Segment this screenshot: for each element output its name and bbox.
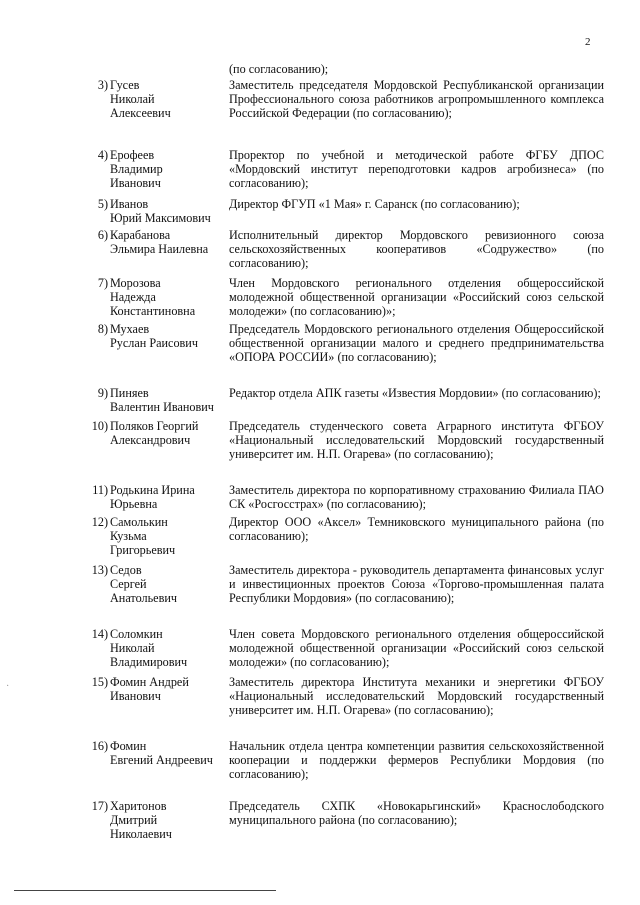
member-position: Проректор по учебной и методической работе ФГБУ ДПОС «Мордовский институт переподготовки кадров агробизнеса» (по согласованию); [229,148,604,190]
member-position: Заместитель директора - руководитель департамента финансовых услуг и инвестиционных проектов Союза «Торгово-промышленная палата Республики Мордовия» (по согласованию); [229,563,604,605]
member-name: Мухаев Руслан Раисович [110,322,198,350]
member-name: Самолькин Кузьма Григорьевич [110,515,176,557]
member-name: Харитонов Дмитрий Николаевич [110,799,172,841]
member-name: Соломкин Николай Владимирович [110,627,188,669]
member-position: Член совета Мордовского регионального отделения общероссийской молодежной общественной организации «Российский союз сельской молодежи» (по согласованию); [229,627,604,669]
entry-number: 7) [97,276,108,290]
member-name: Фомин Евгений Андреевич [110,739,213,767]
entry-number: 6) [97,228,108,242]
member-position: Заместитель директора Института механики и энергетики ФГБОУ «Национальный исследовательский Мордовский государственный университет им. Н.П. Огарева» (по согласованию); [229,675,604,717]
member-name: Ерофеев Владимир Иванович [110,148,163,190]
member-position: Заместитель директора по корпоративному страхованию Филиала ПАО СК «Росгосстрах» (по согласованию); [229,483,604,511]
member-position: Заместитель председателя Мордовской Республиканской организации Профессионального союза работников агропромышленного комплекса Российской Федерации (по согласованию); [229,78,604,120]
member-name: Морозова Надежда Константиновна [110,276,196,318]
bottom-divider [14,890,276,891]
entry-number: 17) [91,799,108,813]
entry-number: 11) [92,483,108,497]
member-position: Редактор отдела АПК газеты «Известия Мордовии» (по согласованию); [229,386,601,400]
member-name: Поляков Георгий Александрович [110,419,199,447]
member-name: Седов Сергей Анатольевич [110,563,177,605]
entry-number: 13) [91,563,108,577]
entry-number: 3) [97,78,108,92]
entry-number: 15) [91,675,108,689]
entry-number: 9) [97,386,108,400]
member-position: Директор ООО «Аксел» Темниковского муниципального района (по согласованию); [229,515,604,543]
member-name: Гусев Николай Алексеевич [110,78,171,120]
member-position: Председатель студенческого совета Аграрного института ФГБОУ «Национальный исследовательский Мордовский государственный университет им. Н.П. Огарева» (по согласованию); [229,419,604,461]
entry-number: 5) [97,197,108,211]
member-position: Начальник отдела центра компетенции развития сельскохозяйственной кооперации и поддержки фермеров Республики Мордовия (по согласованию); [229,739,604,781]
member-name: Пиняев Валентин Иванович [110,386,214,414]
entry-number: 14) [91,627,108,641]
margin-mark: · [6,681,10,692]
member-position: Член Мордовского регионального отделения общероссийской молодежной общественной организации «Российский союз сельской молодежи» (по согласованию)»; [229,276,604,318]
entry-number: 10) [91,419,108,433]
member-name: Карабанова Эльмира Наилевна [110,228,209,256]
member-position: Директор ФГУП «1 Мая» г. Саранск (по согласованию); [229,197,520,211]
member-name: Фомин Андрей Иванович [110,675,189,703]
member-position: Председатель Мордовского регионального отделения Общероссийской общественной организации малого и среднего предпринимательства «ОПОРА РОССИИ» (по согласованию); [229,322,604,364]
page-number: 2 [585,36,591,48]
continuation-text: (по согласованию); [229,62,329,76]
member-name: Иванов Юрий Максимович [110,197,211,225]
member-name: Родькина Ирина Юрьевна [110,483,195,511]
entry-number: 8) [97,322,108,336]
entry-number: 4) [97,148,108,162]
entry-number: 16) [91,739,108,753]
member-position: Председатель СХПК «Новокарьгинский» Краснослободского муниципального района (по согласованию); [229,799,604,827]
member-position: Исполнительный директор Мордовского ревизионного союза сельскохозяйственных кооперативов «Содружество» (по согласованию); [229,228,604,270]
entry-number: 12) [91,515,108,529]
